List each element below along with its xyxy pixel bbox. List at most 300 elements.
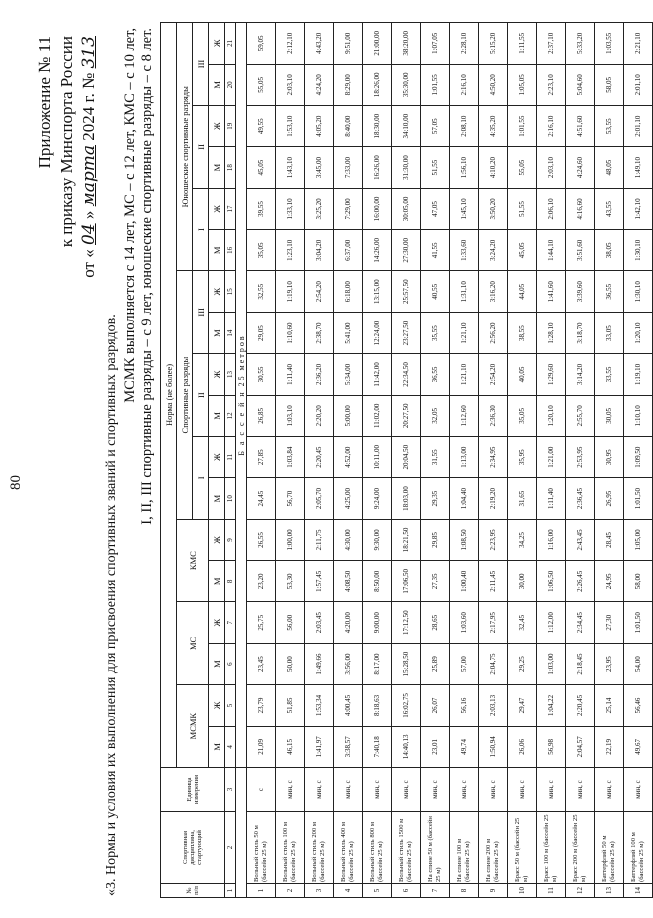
norm-value: 1:07,05: [421, 23, 450, 65]
norm-value: 57,05: [421, 106, 450, 147]
rank-II-header: II: [193, 354, 209, 437]
norm-value: 27,85: [247, 437, 276, 478]
norm-value: 2:20,20: [305, 395, 334, 436]
section-spacer: [236, 768, 247, 898]
norm-value: 1:53,10: [276, 106, 305, 147]
column-number: 19: [225, 106, 236, 147]
norm-value: 46,15: [276, 726, 305, 767]
norm-value: 1:31,10: [450, 271, 479, 312]
norm-value: 1:01,50: [624, 478, 653, 519]
sport-ranks-header: Спортивные разряды: [177, 271, 193, 519]
norm-value: 10:11,00: [363, 437, 392, 478]
column-number-row: [225, 23, 236, 898]
norm-value: 7:33,00: [334, 147, 363, 188]
norm-value: 30,00: [508, 561, 537, 602]
norm-value: 2:04,57: [566, 726, 595, 767]
norm-value: 5:33,20: [566, 23, 595, 65]
handwritten-day: 04: [79, 223, 99, 245]
gender-f-header: Ж: [209, 354, 225, 395]
discipline-name: Брасс 50 м (бассейн 25 м): [508, 812, 537, 884]
norm-value: 1:44,10: [537, 230, 566, 271]
norm-value: 22:34,50: [392, 354, 421, 395]
norm-value: 2:37,10: [537, 23, 566, 65]
discipline-name: На спине 200 м (бассейн 25 м): [479, 812, 508, 884]
norm-value: 2:34,45: [566, 602, 595, 643]
gender-m-header: М: [209, 726, 225, 767]
norm-value: 1:21,10: [450, 312, 479, 353]
norm-value: 1:21,00: [537, 437, 566, 478]
age-conditions: [122, 28, 156, 588]
row-number: 6: [392, 884, 421, 898]
norm-value: 28,45: [595, 519, 624, 560]
col-unit-header: Единица измерения: [161, 768, 225, 812]
conditions-line-2: I, II, III спортивные разряды – с 9 лет, юношеские спортивные разряды – с 8 лет.: [139, 28, 155, 525]
norm-value: 8:17,00: [363, 643, 392, 684]
norm-value: 9:30,00: [363, 519, 392, 560]
norm-value: 23,95: [595, 643, 624, 684]
norm-value: 26,55: [247, 519, 276, 560]
norm-value: 6:37,00: [334, 230, 363, 271]
norm-value: 4:50,20: [479, 64, 508, 105]
norm-value: 23,79: [247, 685, 276, 726]
discipline-name: Баттерфляй 100 м (бассейн 25 м): [624, 812, 653, 884]
norm-value: 14:40,13: [392, 726, 421, 767]
norm-value: 1:12,60: [450, 395, 479, 436]
norm-value: 2:36,20: [305, 354, 334, 395]
norm-value: 35,95: [508, 437, 537, 478]
norm-value: 23,45: [247, 643, 276, 684]
norm-value: 1:20,10: [624, 312, 653, 353]
column-number: 18: [225, 147, 236, 188]
row-number: 13: [595, 884, 624, 898]
norm-value: 2:38,70: [305, 312, 334, 353]
norm-value: 23,20: [247, 561, 276, 602]
table-row: [247, 23, 276, 898]
table-row: [566, 23, 595, 898]
norm-value: 7:40,18: [363, 726, 392, 767]
column-number: 8: [225, 561, 236, 602]
norm-value: 1:01,55: [508, 106, 537, 147]
norm-value: 2:03,10: [537, 147, 566, 188]
norm-value: 2:01,10: [624, 64, 653, 105]
norm-value: 1:19,10: [624, 354, 653, 395]
section-caption: «3. Нормы и условия их выполнения для присвоения спортивных званий и спортивных разрядов.: [104, 314, 119, 896]
column-number: 4: [225, 726, 236, 767]
column-number: 14: [225, 312, 236, 353]
msmk-header: МСМК: [177, 685, 209, 768]
norm-value: 25,75: [247, 602, 276, 643]
norm-value: 35,55: [421, 312, 450, 353]
norm-value: 47,05: [421, 188, 450, 229]
norm-value: 58,05: [595, 64, 624, 105]
norm-value: 1:28,10: [537, 312, 566, 353]
norm-value: 30,55: [247, 354, 276, 395]
norm-value: 16:26,00: [363, 147, 392, 188]
norm-value: 30:05,00: [392, 188, 421, 229]
norm-value: 1:03,60: [450, 602, 479, 643]
discipline-name: Брасс 200 м (бассейн 25 м): [566, 812, 595, 884]
row-number: 14: [624, 884, 653, 898]
norm-value: 20:27,50: [392, 395, 421, 436]
norm-value: 25:57,50: [392, 271, 421, 312]
norm-value: 14:26,00: [363, 230, 392, 271]
table-row: [421, 23, 450, 898]
column-number: 20: [225, 64, 236, 105]
norm-value: 45,05: [247, 147, 276, 188]
norm-value: 34:10,00: [392, 106, 421, 147]
norm-value: 1:45,10: [450, 188, 479, 229]
unit: мин, с: [450, 768, 479, 812]
table-row: [479, 23, 508, 898]
unit: мин, с: [595, 768, 624, 812]
norm-value: 28,65: [421, 602, 450, 643]
norm-value: 9:51,00: [334, 23, 363, 65]
unit: мин, с: [537, 768, 566, 812]
norm-value: 1:29,60: [537, 354, 566, 395]
norm-value: 4:43,20: [305, 23, 334, 65]
header-row-4: [209, 23, 225, 898]
norm-value: 27:30,00: [392, 230, 421, 271]
norm-value: 5:04,60: [566, 64, 595, 105]
norm-value: 4:24,60: [566, 147, 595, 188]
norm-value: 29,05: [247, 312, 276, 353]
norm-value: 1:11,40: [537, 478, 566, 519]
norm-value: 17:06,50: [392, 561, 421, 602]
gender-m-header: М: [209, 312, 225, 353]
norm-value: 21:00,00: [363, 23, 392, 65]
norm-value: 18:26,00: [363, 64, 392, 105]
norm-value: 4:08,50: [334, 561, 363, 602]
discipline-name: Брасс 100 м (бассейн 25 м): [537, 812, 566, 884]
norm-value: 5:34,00: [334, 354, 363, 395]
norm-value: 3:04,20: [305, 230, 334, 271]
norm-value: 39,55: [247, 188, 276, 229]
kms-header: КМС: [177, 519, 209, 602]
norm-value: 44,05: [508, 271, 537, 312]
table-row: [363, 23, 392, 898]
norm-value: 31:30,00: [392, 147, 421, 188]
ms-header: МС: [177, 602, 209, 685]
norm-value: 50,00: [276, 643, 305, 684]
section-pool-label: Б а с с е й н 25 метров: [236, 23, 247, 768]
norm-value: 1:09,50: [624, 437, 653, 478]
norm-value: 53,30: [276, 561, 305, 602]
norm-value: 2:06,10: [537, 188, 566, 229]
norm-value: 2:55,70: [566, 395, 595, 436]
norm-value: 31,65: [508, 478, 537, 519]
row-number: 4: [334, 884, 363, 898]
norm-value: 16:02,75: [392, 685, 421, 726]
norm-value: 4:20,00: [334, 602, 363, 643]
norm-value: 27,30: [595, 602, 624, 643]
column-number: 1: [225, 884, 236, 898]
norm-value: 2:54,20: [305, 271, 334, 312]
norm-value: 32,55: [247, 271, 276, 312]
norm-value: 8:29,00: [334, 64, 363, 105]
norm-value: 54,00: [624, 643, 653, 684]
norm-value: 2:11,75: [305, 519, 334, 560]
column-number: 9: [225, 519, 236, 560]
norm-value: 1:05,00: [624, 519, 653, 560]
norm-value: 4:24,20: [305, 64, 334, 105]
norm-value: 4:25,00: [334, 478, 363, 519]
unit: мин, с: [624, 768, 653, 812]
table-body: [225, 23, 653, 898]
norm-value: 49,55: [247, 106, 276, 147]
norm-value: 35,05: [247, 230, 276, 271]
table-row: [334, 23, 363, 898]
norm-value: 43,55: [595, 188, 624, 229]
norm-value: 1:20,10: [537, 395, 566, 436]
discipline-name: Вольный стиль 100 м (бассейн 25 м): [276, 812, 305, 884]
norm-value: 26,06: [508, 726, 537, 767]
discipline-name: Вольный стиль 400 м (бассейн 25 м): [334, 812, 363, 884]
norm-value: 5:00,00: [334, 395, 363, 436]
norm-value: 2:16,10: [450, 64, 479, 105]
norm-value: 1:03,84: [276, 437, 305, 478]
header-row-1: [161, 23, 177, 898]
norm-value: 56,70: [276, 478, 305, 519]
gender-m-header: М: [209, 643, 225, 684]
appendix-header: [34, 36, 100, 278]
gender-m-header: М: [209, 561, 225, 602]
norm-value: 1:41,97: [305, 726, 334, 767]
norm-header: Норма (не более): [161, 23, 177, 768]
norm-value: 25,14: [595, 685, 624, 726]
gender-f-header: Ж: [209, 685, 225, 726]
unit: мин, с: [363, 768, 392, 812]
norm-value: 1:04,22: [537, 685, 566, 726]
norm-value: 3:39,60: [566, 271, 595, 312]
norm-value: 1:33,60: [450, 230, 479, 271]
gender-f-header: Ж: [209, 437, 225, 478]
norm-value: 4:35,20: [479, 106, 508, 147]
gender-f-header: Ж: [209, 271, 225, 312]
unit: с: [247, 768, 276, 812]
norm-value: 1:01,50: [624, 602, 653, 643]
norm-value: 1:10,60: [276, 312, 305, 353]
header-row-2: [177, 23, 193, 898]
norm-value: 2:56,20: [479, 312, 508, 353]
norm-value: 32,05: [421, 395, 450, 436]
norm-value: 8:50,00: [363, 561, 392, 602]
norm-value: 2:23,10: [537, 64, 566, 105]
norm-value: 1:08,50: [450, 519, 479, 560]
norm-value: 40,55: [421, 271, 450, 312]
column-number: 6: [225, 643, 236, 684]
norm-value: 2:20,45: [305, 437, 334, 478]
norm-value: 3:18,70: [566, 312, 595, 353]
norm-value: 29,25: [508, 643, 537, 684]
norm-value: 1:49,66: [305, 643, 334, 684]
norm-value: 1:57,45: [305, 561, 334, 602]
gender-f-header: Ж: [209, 23, 225, 65]
table-row: [392, 23, 421, 898]
norm-value: 1:43,10: [276, 147, 305, 188]
appendix-title: Приложение № 11: [35, 36, 54, 169]
discipline-name: На спине 100 м (бассейн 25 м): [450, 812, 479, 884]
norm-value: 3:56,00: [334, 643, 363, 684]
table-row: [537, 23, 566, 898]
row-number: 5: [363, 884, 392, 898]
norm-value: 35:30,00: [392, 64, 421, 105]
norm-value: 1:12,00: [537, 602, 566, 643]
norm-value: 2:26,45: [566, 561, 595, 602]
column-number: 15: [225, 271, 236, 312]
norm-value: 36,55: [595, 271, 624, 312]
rank-III-header: III: [193, 271, 209, 354]
norm-value: 1:06,50: [537, 561, 566, 602]
norm-value: 1:03,10: [276, 395, 305, 436]
discipline-name: Вольный стиль 50 м (бассейн 25 м): [247, 812, 276, 884]
youth-I-header: I: [193, 188, 209, 271]
norm-value: 49,67: [624, 726, 653, 767]
norm-value: 38:20,00: [392, 23, 421, 65]
norm-value: 2:23,95: [479, 519, 508, 560]
row-number: 3: [305, 884, 334, 898]
norm-value: 6:18,00: [334, 271, 363, 312]
norm-value: 18:21,50: [392, 519, 421, 560]
norm-value: 2:16,10: [537, 106, 566, 147]
norm-value: 2:17,95: [479, 602, 508, 643]
norm-value: 38,05: [595, 230, 624, 271]
norm-value: 1:01,55: [421, 64, 450, 105]
norm-value: 1:21,10: [450, 354, 479, 395]
column-number: 17: [225, 188, 236, 229]
gender-f-header: Ж: [209, 106, 225, 147]
norm-value: 23,01: [421, 726, 450, 767]
norm-value: 3:38,57: [334, 726, 363, 767]
norm-value: 1:50,94: [479, 726, 508, 767]
unit: мин, с: [479, 768, 508, 812]
norm-value: 18:30,00: [363, 106, 392, 147]
norm-value: 1:04,40: [450, 478, 479, 519]
row-number: 7: [421, 884, 450, 898]
section-row: [236, 23, 247, 898]
unit: мин, с: [305, 768, 334, 812]
norm-value: 3:16,20: [479, 271, 508, 312]
norm-value: 2:01,10: [624, 106, 653, 147]
norm-value: 2:21,10: [624, 23, 653, 65]
norm-value: 2:53,95: [566, 437, 595, 478]
norm-value: 4:16,60: [566, 188, 595, 229]
norm-value: 1:03,00: [537, 643, 566, 684]
row-number: 11: [537, 884, 566, 898]
table-row: [276, 23, 305, 898]
column-number: 10: [225, 478, 236, 519]
norm-value: 56,46: [624, 685, 653, 726]
norm-value: 21,09: [247, 726, 276, 767]
discipline-name: Вольный стиль 800 м (бассейн 25 м): [363, 812, 392, 884]
norm-value: 3:50,20: [479, 188, 508, 229]
norm-value: 30,95: [595, 437, 624, 478]
norm-value: 24,95: [595, 561, 624, 602]
discipline-name: Баттерфляй 50 м (бассейн 25 м): [595, 812, 624, 884]
column-number: 3: [225, 768, 236, 812]
norm-value: 22,19: [595, 726, 624, 767]
column-number: 2: [225, 812, 236, 884]
norm-value: 9:00,00: [363, 602, 392, 643]
youth-III-header: III: [193, 23, 209, 106]
unit: мин, с: [508, 768, 537, 812]
column-number: 16: [225, 230, 236, 271]
gender-m-header: М: [209, 64, 225, 105]
rank-I-header: I: [193, 437, 209, 520]
norm-value: 20:04,50: [392, 437, 421, 478]
norm-value: 1:16,00: [537, 519, 566, 560]
gender-m-header: М: [209, 478, 225, 519]
norm-value: 26,07: [421, 685, 450, 726]
handwritten-number: 313: [79, 36, 99, 69]
norm-value: 1:41,60: [537, 271, 566, 312]
norm-value: 32,45: [508, 602, 537, 643]
norm-value: 36,55: [421, 354, 450, 395]
norm-value: 58,00: [624, 561, 653, 602]
norm-value: 48,05: [595, 147, 624, 188]
norm-value: 55,05: [508, 147, 537, 188]
norm-value: 2:20,45: [566, 685, 595, 726]
norm-value: 2:54,20: [479, 354, 508, 395]
unit: мин, с: [421, 768, 450, 812]
norm-value: 5:41,00: [334, 312, 363, 353]
norm-value: 51,85: [276, 685, 305, 726]
unit: мин, с: [392, 768, 421, 812]
youth-II-header: II: [193, 106, 209, 189]
appendix-order-line: к приказу Минспорта России: [57, 36, 76, 248]
norm-value: 4:52,00: [334, 437, 363, 478]
norm-value: 1:23,10: [276, 230, 305, 271]
unit: мин, с: [566, 768, 595, 812]
norm-value: 2:05,70: [305, 478, 334, 519]
norm-value: 25,89: [421, 643, 450, 684]
norm-value: 2:43,45: [566, 519, 595, 560]
norm-value: 15:28,50: [392, 643, 421, 684]
norm-value: 2:03,10: [276, 64, 305, 105]
norm-value: 59,05: [247, 23, 276, 65]
norm-value: 1:30,10: [624, 271, 653, 312]
norm-value: 29,35: [421, 478, 450, 519]
norm-value: 1:53,34: [305, 685, 334, 726]
gender-m-header: М: [209, 147, 225, 188]
norm-value: 2:12,10: [276, 23, 305, 65]
norm-value: 3:51,60: [566, 230, 595, 271]
norm-value: 4:00,45: [334, 685, 363, 726]
norm-value: 24,45: [247, 478, 276, 519]
norm-value: 9:24,00: [363, 478, 392, 519]
norm-value: 3:14,20: [566, 354, 595, 395]
norm-value: 51,55: [508, 188, 537, 229]
row-number: 2: [276, 884, 305, 898]
norm-value: 2:11,45: [479, 561, 508, 602]
conditions-line-1: МСМК выполняется с 14 лет, МС – с 12 лет, КМС – с 10 лет,: [122, 28, 138, 403]
norm-value: 2:36,30: [479, 395, 508, 436]
youth-ranks-header: Юношеские спортивные разряды: [177, 23, 193, 272]
norm-value: 30,05: [595, 395, 624, 436]
row-number: 12: [566, 884, 595, 898]
row-number: 10: [508, 884, 537, 898]
norm-value: 2:08,10: [450, 106, 479, 147]
norm-value: 4:10,20: [479, 147, 508, 188]
norm-value: 38,55: [508, 312, 537, 353]
norm-value: 1:30,10: [624, 230, 653, 271]
norm-value: 8:40,00: [334, 106, 363, 147]
norms-table: [160, 22, 653, 898]
norm-value: 7:29,00: [334, 188, 363, 229]
norm-value: 53,55: [595, 106, 624, 147]
norm-value: 26,95: [595, 478, 624, 519]
norm-value: 5:15,20: [479, 23, 508, 65]
column-number: 21: [225, 23, 236, 65]
